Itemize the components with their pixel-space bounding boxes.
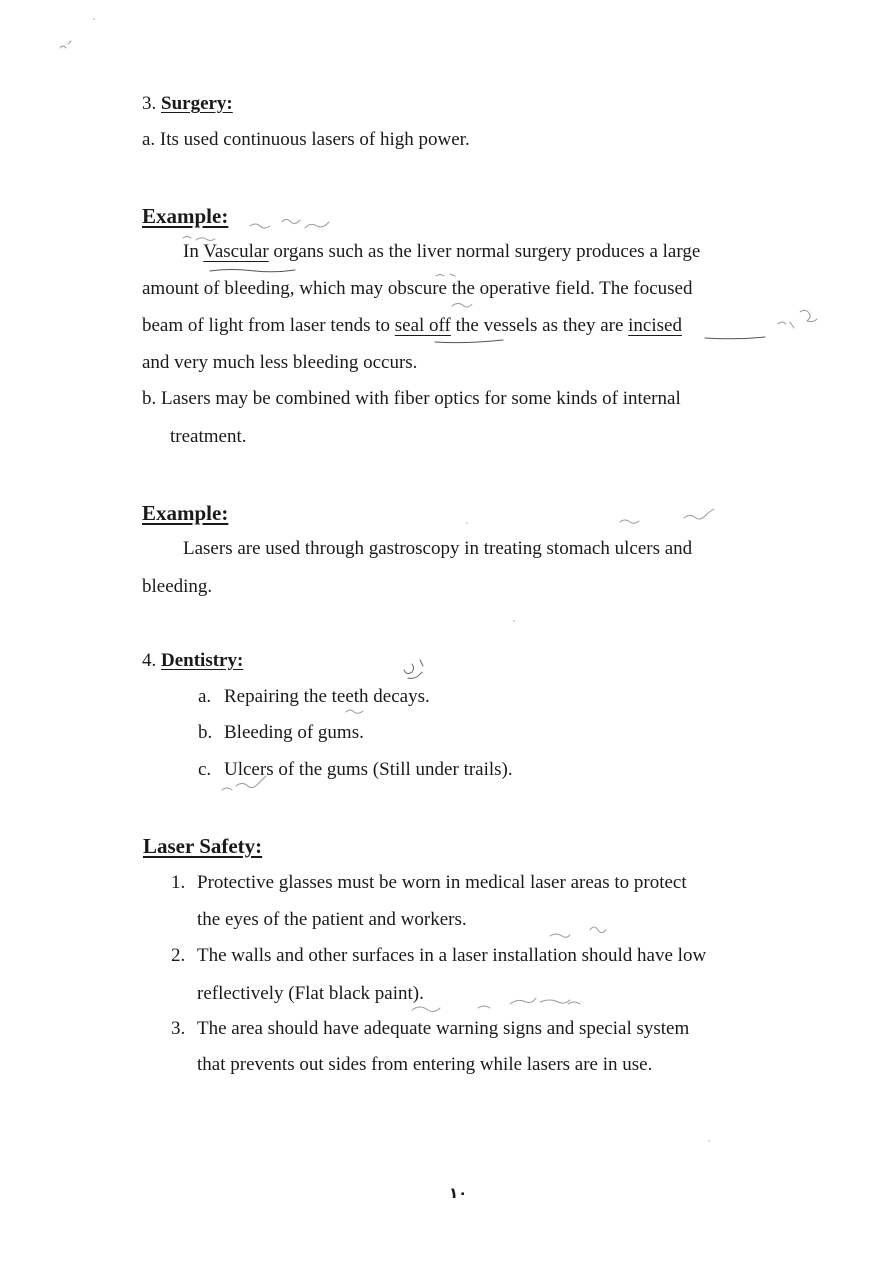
scribble-above-seal <box>452 304 472 308</box>
safety-item-1-line2: the eyes of the patient and workers. <box>197 909 467 930</box>
dentistry-item <box>198 723 364 742</box>
scribble-workers <box>550 927 606 937</box>
example1-line4: and very much less bleeding occurs. <box>142 352 418 373</box>
dentistry-item <box>198 760 513 779</box>
safety-item-3-line1 <box>171 1019 689 1038</box>
page-number: ١٠ <box>449 1184 468 1202</box>
example1-heading: Example: <box>142 204 229 228</box>
example1-line1-pre: In <box>183 241 204 262</box>
surgery-point-a: a. Its used continuous lasers of high power. <box>142 129 470 150</box>
dentistry-heading <box>142 651 243 670</box>
safety-item-text: The walls and other surfaces in a laser installation should have low <box>197 945 707 966</box>
dentistry-item <box>198 687 430 706</box>
safety-item-2-line2: reflectively (Flat black paint). <box>197 983 424 1004</box>
dentistry-title: Dentistry: <box>161 650 244 671</box>
example1-line3 <box>142 316 682 335</box>
surgery-number: 3. <box>142 93 157 114</box>
safety-item-3-line2: that prevents out sides from entering while lasers are in use. <box>197 1054 653 1075</box>
dentistry-item-text: Repairing the teeth decays. <box>224 686 430 707</box>
example1-line3-mid: the vessels as they are <box>450 315 629 336</box>
surgery-title: Surgery: <box>161 93 233 114</box>
scribble-near-example1 <box>250 220 329 229</box>
safety-item-marker: 2. <box>171 945 186 966</box>
scribble-top-left <box>60 41 71 48</box>
scribble-example2-right <box>620 509 714 523</box>
safety-heading: Laser Safety: <box>143 834 263 858</box>
scribble-seal-underline <box>435 340 503 343</box>
scribble-gums <box>346 710 363 713</box>
example1-line2: amount of bleeding, which may obscure the operative field. The focused <box>142 278 693 299</box>
dentistry-item-text: Ulcers of the gums (Still under trails). <box>224 759 513 780</box>
scribble-vascular-underline <box>210 270 295 272</box>
dentistry-item-marker: a. <box>198 686 212 707</box>
phrase-seal-off: seal off <box>394 315 451 336</box>
scribble-right-margin <box>778 310 817 328</box>
surgery-point-b-line1: b. Lasers may be combined with fiber optics for some kinds of internal <box>142 388 681 409</box>
surgery-heading <box>142 94 233 113</box>
dentistry-number: 4. <box>142 650 157 671</box>
example2-line2: bleeding. <box>142 576 213 597</box>
safety-item-text: Protective glasses must be worn in medical laser areas to protect <box>197 872 687 893</box>
safety-item-text: The area should have adequate warning signs and special system <box>197 1018 690 1039</box>
safety-item-marker: 3. <box>171 1018 186 1039</box>
safety-item-marker: 1. <box>171 872 186 893</box>
scribble-paint <box>412 998 580 1012</box>
surgery-point-b-line2: treatment. <box>170 426 247 447</box>
dentistry-item-marker: c. <box>198 759 212 780</box>
scribble-dentistry <box>404 660 423 678</box>
word-incised: incised <box>628 315 682 336</box>
scribble-incised-underline <box>705 337 765 339</box>
example2-heading: Example: <box>142 501 229 525</box>
scribble-above-vascular <box>183 237 215 241</box>
example1-line3-pre: beam of light from laser tends to <box>142 315 395 336</box>
example2-line1: Lasers are used through gastroscopy in treating stomach ulcers and <box>183 538 693 559</box>
scribble-above-obscure <box>436 274 455 276</box>
safety-item-2-line1 <box>171 946 706 965</box>
safety-item-1-line1 <box>171 873 687 892</box>
example1-line1 <box>183 242 700 261</box>
word-vascular: Vascular <box>203 241 269 262</box>
dentistry-item-marker: b. <box>198 722 213 743</box>
example1-line1-rest: organs such as the liver normal surgery produces a large <box>268 241 701 262</box>
dentistry-item-text: Bleeding of gums. <box>224 722 364 743</box>
